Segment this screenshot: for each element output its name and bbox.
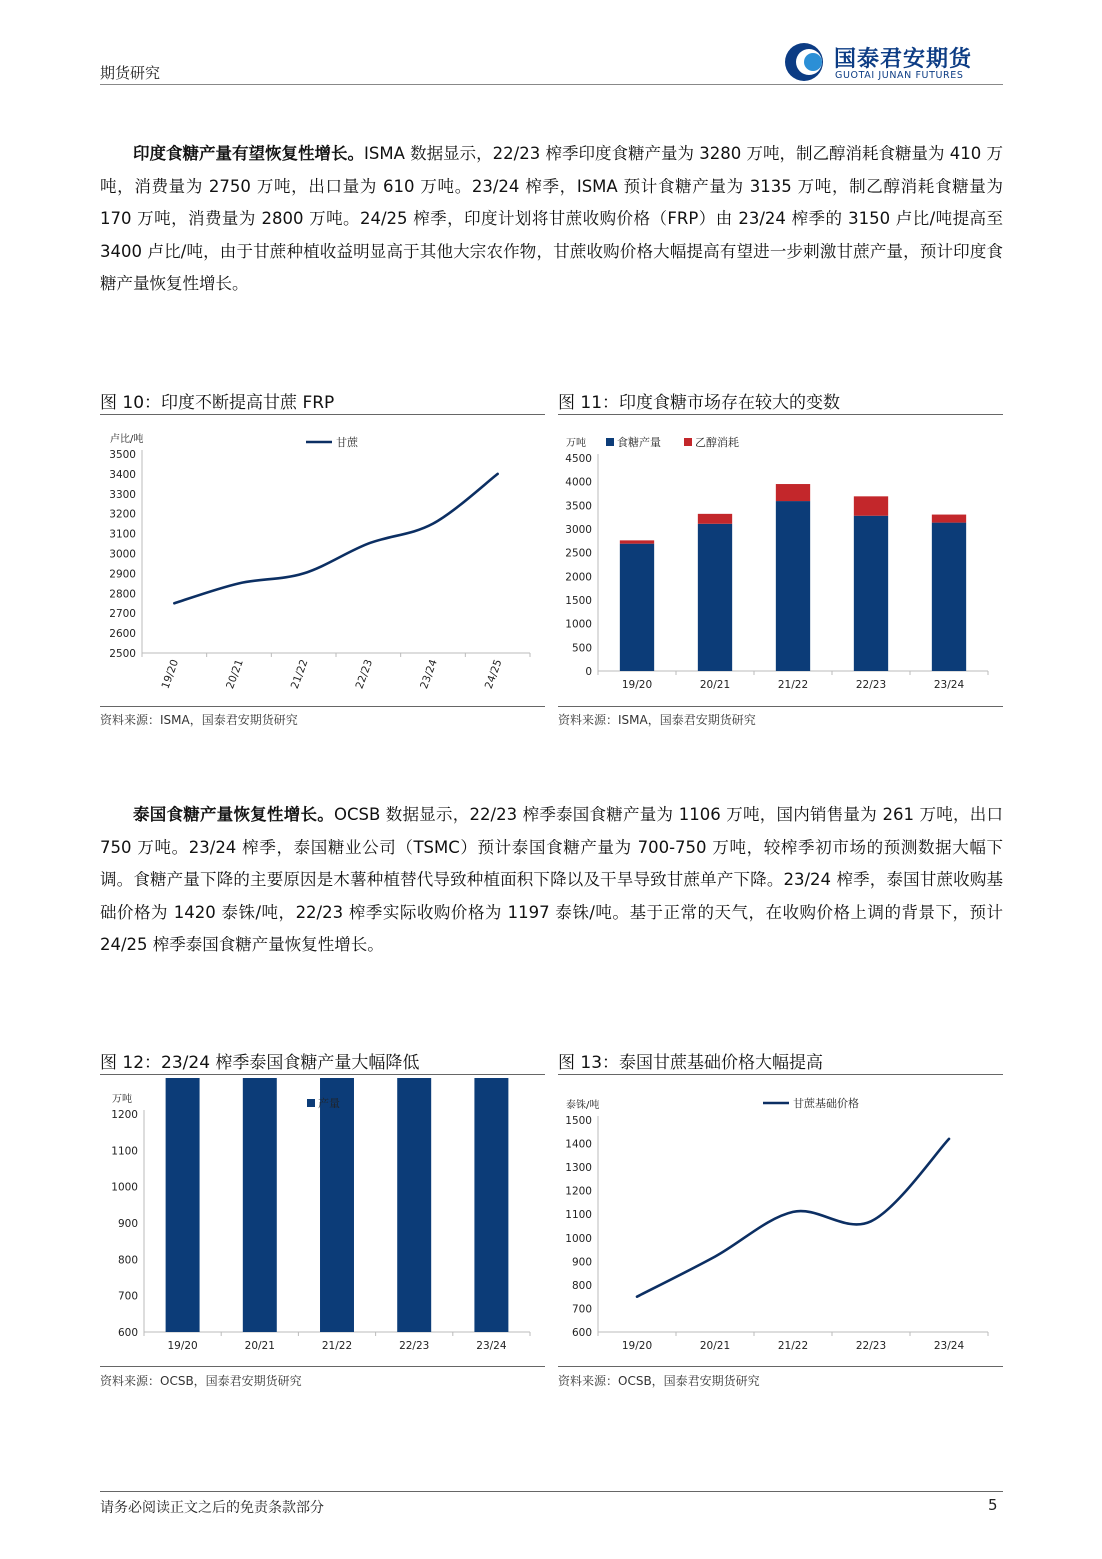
y-tick-label: 2600	[109, 628, 136, 641]
x-tick-label: 22/23	[353, 657, 376, 691]
legend-label-乙醇消耗: 乙醇消耗	[695, 436, 739, 449]
figure-12-title-rule	[100, 1074, 545, 1075]
y-tick-label: 3500	[565, 500, 592, 513]
figure-12-chart	[100, 1078, 545, 1364]
logo-mark-icon	[780, 40, 828, 84]
y-tick-label: 2000	[565, 571, 592, 584]
y-tick-label: 2500	[565, 547, 592, 560]
y-tick-label: 1500	[565, 595, 592, 607]
y-axis-unit-label: 卢比/吨	[110, 434, 144, 445]
paragraph-india-lead: 印度食糖产量有望恢复性增长。	[133, 144, 365, 163]
figure-11-chart	[558, 418, 1003, 704]
figure-10-title-rule	[100, 414, 545, 415]
y-axis-unit-label: 泰铢/吨	[566, 1100, 600, 1111]
bar-乙醇消耗-23/24	[932, 515, 966, 523]
page-number: 5	[988, 1496, 998, 1514]
y-tick-label: 1000	[565, 1232, 592, 1245]
y-tick-label: 1300	[565, 1162, 592, 1175]
y-tick-label: 1400	[565, 1138, 592, 1151]
x-tick-label: 19/20	[621, 1340, 653, 1352]
y-tick-label: 3200	[109, 508, 136, 521]
y-tick-label: 1000	[565, 618, 592, 631]
y-tick-label: 3000	[109, 548, 136, 561]
y-tick-label: 1000	[111, 1181, 138, 1194]
x-tick-label: 22/23	[855, 679, 887, 691]
paragraph-india-body: ISMA 数据显示，22/23 榨季印度食糖产量为 3280 万吨，制乙醇消耗食糖量为 410 万吨，消费量为 2750 万吨，出口量为 610 万吨。23/24 榨季，ISMA 预计食糖产量为 3135 万吨，制乙醇消耗食糖量为 170 万吨，消费量为 2800 万吨。24/25 榨季，印度计划将甘蔗收购价格（FRP）由 23/24 榨季的 3150 卢比/吨提高至 3400 卢比/吨，由于甘蔗种植收益明显高于其他大宗农作物，甘蔗收购价格大幅提高有望进一步刺激甘蔗产量，预计印度食糖产量恢复性增长。	[100, 144, 1004, 293]
bar-乙醇消耗-22/23	[854, 496, 888, 515]
y-tick-label: 700	[571, 1303, 592, 1316]
legend-label-产量: 产量	[318, 1097, 340, 1110]
y-tick-label: 700	[117, 1290, 138, 1303]
x-tick-label: 22/23	[855, 1340, 887, 1352]
paragraph-india	[100, 138, 1003, 301]
y-tick-label: 500	[571, 642, 592, 655]
bar-产量-23/24	[474, 1078, 508, 1332]
x-tick-label: 23/24	[933, 679, 965, 691]
y-tick-label: 2900	[109, 568, 136, 581]
legend-label-甘蔗基础价格: 甘蔗基础价格	[793, 1097, 859, 1110]
y-tick-label: 600	[117, 1327, 138, 1339]
y-tick-label: 3400	[109, 468, 136, 481]
footer-divider	[100, 1491, 1003, 1492]
figure-11-source: 资料来源：ISMA，国泰君安期货研究	[558, 713, 756, 727]
y-tick-label: 3000	[565, 524, 592, 536]
header-divider	[100, 84, 1003, 85]
logo-english-name: GUOTAI JUNAN FUTURES	[835, 70, 964, 81]
bar-产量-22/23	[397, 1078, 431, 1332]
footer-disclaimer: 请务必阅读正文之后的免责条款部分	[100, 1500, 324, 1516]
x-tick-label: 20/21	[224, 657, 246, 691]
x-tick-label: 20/21	[699, 679, 731, 691]
y-tick-label: 600	[571, 1327, 592, 1339]
figure-13-chart	[558, 1078, 1003, 1364]
x-tick-label: 20/21	[699, 1340, 731, 1352]
y-tick-label: 0	[585, 666, 592, 678]
y-tick-label: 900	[117, 1218, 138, 1230]
paragraph-thailand	[100, 799, 1003, 962]
y-tick-label: 2700	[109, 608, 136, 621]
y-tick-label: 800	[571, 1279, 592, 1292]
legend-label-甘蔗: 甘蔗	[336, 436, 358, 449]
x-tick-label: 20/21	[244, 1340, 275, 1352]
y-tick-label: 4500	[565, 453, 592, 465]
bar-食糖产量-21/22	[776, 501, 810, 671]
y-tick-label: 1500	[565, 1115, 592, 1127]
page-header-title: 期货研究	[100, 64, 161, 82]
figure-12-title: 图 12：23/24 榨季泰国食糖产量大幅降低	[100, 1053, 420, 1073]
bar-乙醇消耗-20/21	[698, 514, 732, 524]
paragraph-thailand-lead: 泰国食糖产量恢复性增长。	[133, 805, 334, 824]
x-tick-label: 19/20	[621, 679, 653, 691]
y-axis-unit-label: 万吨	[566, 438, 586, 449]
x-tick-label: 19/20	[167, 1340, 198, 1352]
y-tick-label: 3100	[109, 528, 136, 541]
x-tick-label: 22/23	[399, 1340, 430, 1352]
y-tick-label: 1100	[565, 1209, 592, 1222]
bar-食糖产量-19/20	[620, 544, 654, 671]
company-logo	[780, 40, 1002, 84]
bar-食糖产量-20/21	[698, 524, 732, 671]
x-tick-label: 21/22	[777, 679, 809, 691]
y-tick-label: 3500	[109, 449, 136, 461]
figure-11-bottom-rule	[558, 706, 1003, 707]
y-tick-label: 2800	[109, 588, 136, 601]
x-tick-label: 21/22	[288, 657, 311, 691]
bar-食糖产量-22/23	[854, 516, 888, 671]
logo-chinese-name: 国泰君安期货	[834, 47, 973, 72]
bar-乙醇消耗-19/20	[620, 540, 654, 543]
y-tick-label: 3300	[109, 488, 136, 501]
figure-13-source: 资料来源：OCSB，国泰君安期货研究	[558, 1374, 760, 1388]
figure-13-title: 图 13：泰国甘蔗基础价格大幅提高	[558, 1053, 824, 1073]
bar-乙醇消耗-21/22	[776, 484, 810, 501]
bar-产量-20/21	[243, 1078, 277, 1332]
legend-swatch-产量	[307, 1099, 315, 1107]
figure-12-source: 资料来源：OCSB，国泰君安期货研究	[100, 1374, 302, 1388]
figure-10-source: 资料来源：ISMA，国泰君安期货研究	[100, 713, 298, 727]
x-tick-label: 19/20	[159, 657, 182, 691]
figure-13-bottom-rule	[558, 1366, 1003, 1367]
legend-label-食糖产量: 食糖产量	[617, 436, 661, 449]
figure-10-bottom-rule	[100, 706, 545, 707]
figure-12-bottom-rule	[100, 1366, 545, 1367]
x-tick-label: 23/24	[933, 1340, 965, 1352]
figure-10-title: 图 10：印度不断提高甘蔗 FRP	[100, 393, 335, 413]
legend-swatch-食糖产量	[606, 438, 614, 446]
x-tick-label: 21/22	[321, 1340, 353, 1352]
legend-swatch-乙醇消耗	[684, 438, 692, 446]
y-tick-label: 1100	[111, 1145, 138, 1158]
figure-10-chart	[100, 418, 545, 704]
line-series-甘蔗基础价格	[637, 1139, 949, 1297]
y-tick-label: 4000	[565, 476, 592, 489]
y-tick-label: 1200	[111, 1109, 138, 1121]
x-tick-label: 24/25	[482, 657, 505, 691]
figure-11-title-rule	[558, 414, 1003, 415]
x-tick-label: 21/22	[777, 1340, 809, 1352]
bar-产量-21/22	[320, 1078, 354, 1332]
y-tick-label: 2500	[109, 648, 136, 660]
line-series-甘蔗	[174, 474, 497, 603]
figure-13-title-rule	[558, 1074, 1003, 1075]
x-tick-label: 23/24	[476, 1340, 507, 1352]
y-tick-label: 1200	[565, 1185, 592, 1198]
y-tick-label: 800	[117, 1254, 138, 1267]
y-axis-unit-label: 万吨	[112, 1094, 132, 1105]
paragraph-thailand-body: OCSB 数据显示，22/23 榨季泰国食糖产量为 1106 万吨，国内销售量为 261 万吨，出口 750 万吨。23/24 榨季，泰国糖业公司（TSMC）预计泰国食糖产量为 700-750 万吨，较榨季初市场的预测数据大幅下调。食糖产量下降的主要原因是木薯种植替代导致种植面积下降以及干旱导致甘蔗单产下降。23/24 榨季，泰国甘蔗收购基础价格为 1420 泰铢/吨，22/23 榨季实际收购价格为 1197 泰铢/吨。基于正常的天气，在收购价格上调的背景下，预计 24/25 榨季泰国食糖产量恢复性增长。	[100, 805, 1003, 954]
figure-11-title: 图 11：印度食糖市场存在较大的变数	[558, 393, 841, 413]
x-tick-label: 23/24	[418, 657, 440, 691]
y-tick-label: 900	[571, 1256, 592, 1269]
bar-食糖产量-23/24	[932, 523, 966, 671]
bar-产量-19/20	[166, 1078, 200, 1332]
